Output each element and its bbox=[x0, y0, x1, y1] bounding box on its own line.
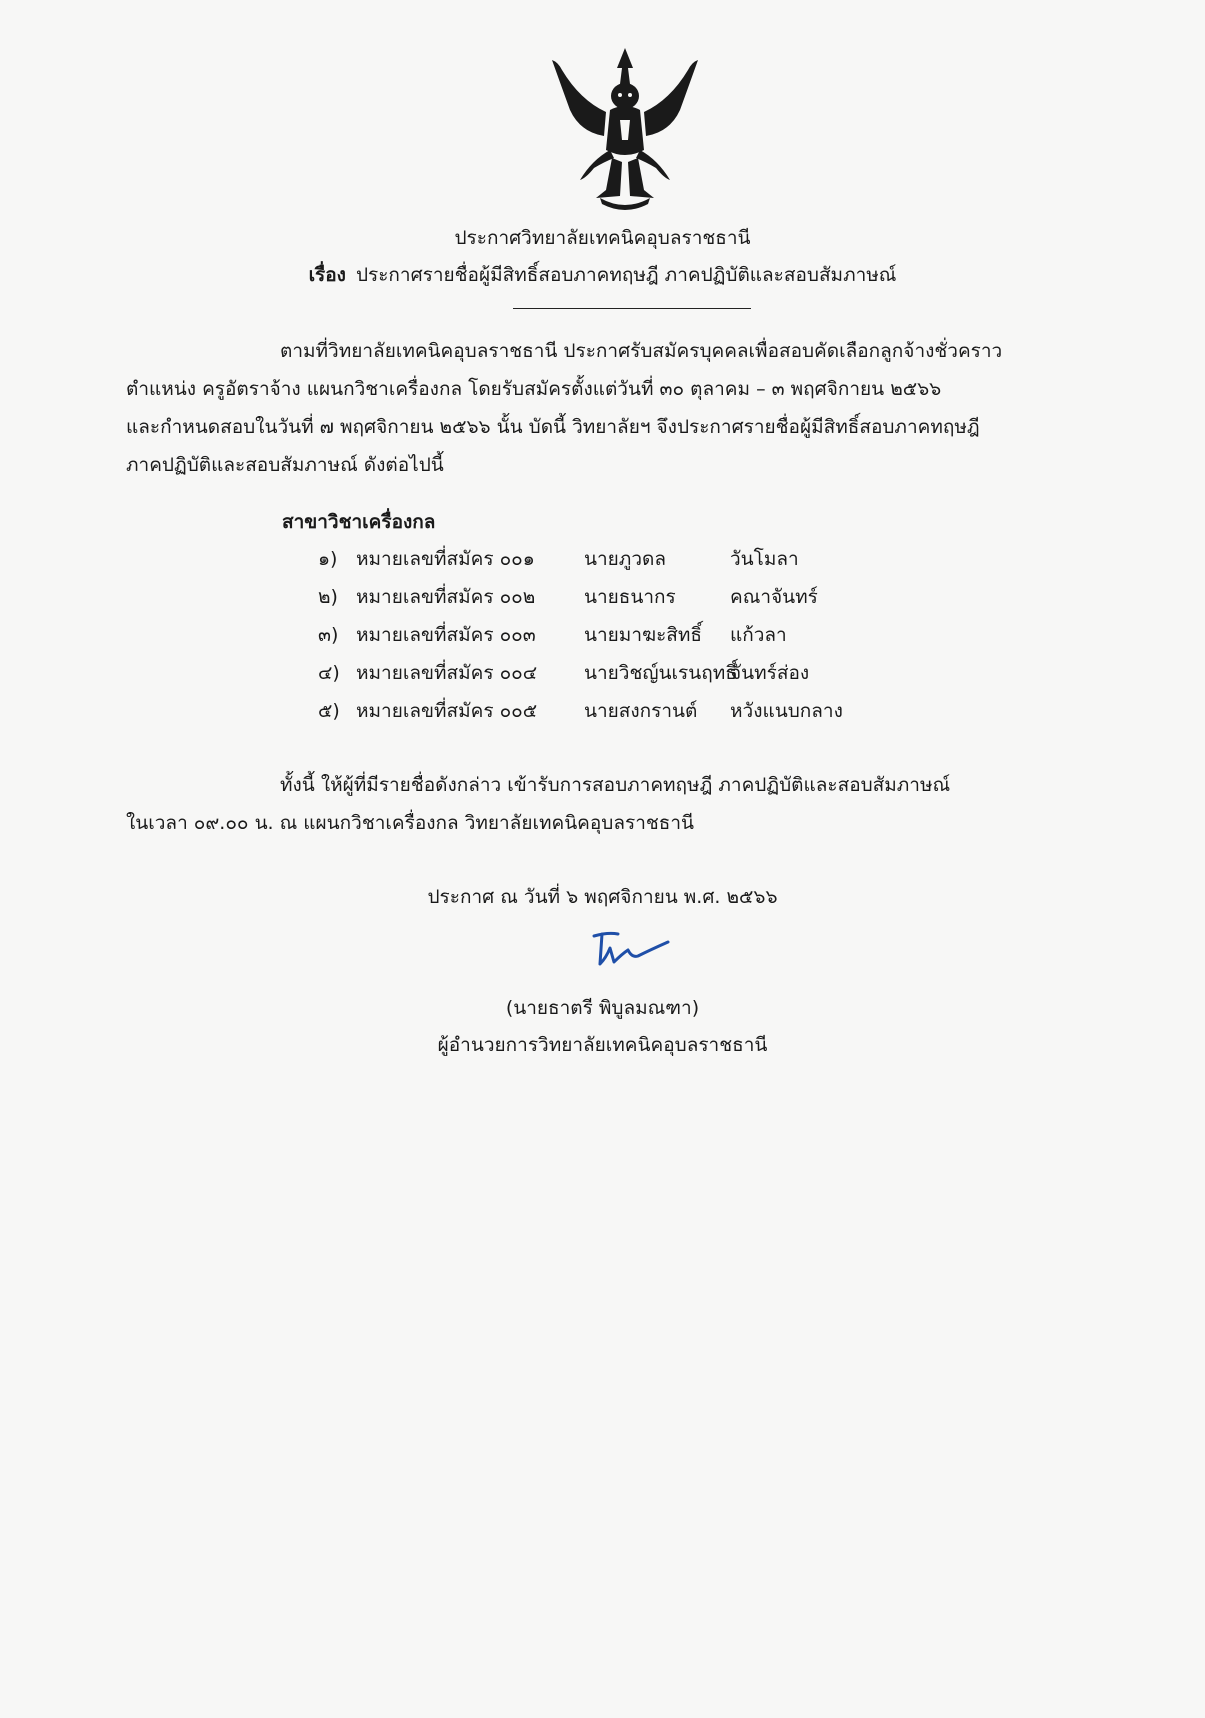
closing-paragraph-line: ทั้งนี้ ให้ผู้ที่มีรายชื่อดังกล่าว เข้ารับการสอบภาคทฤษฎี ภาคปฏิบัติและสอบสัมภาษณ์ bbox=[280, 774, 951, 796]
announcement-date: ประกาศ ณ วันที่ ๖ พฤศจิกายน พ.ศ. ๒๕๖๖ bbox=[427, 886, 778, 908]
signatory-name: (นายธาตรี พิบูลมณฑา) bbox=[505, 997, 700, 1019]
candidate-first-name: นายสงกรานต์ bbox=[584, 700, 698, 722]
candidate-number: ๓) bbox=[318, 624, 339, 646]
body-paragraph-line: ภาคปฏิบัติและสอบสัมภาษณ์ ดังต่อไปนี้ bbox=[126, 454, 444, 476]
candidate-number: ๕) bbox=[318, 700, 340, 722]
candidate-first-name: นายธนากร bbox=[584, 586, 676, 608]
subject-text: ประกาศรายชื่อผู้มีสิทธิ์สอบภาคทฤษฎี ภาคปฏิบัติและสอบสัมภาษณ์ bbox=[355, 264, 897, 286]
application-number: หมายเลขที่สมัคร ๐๐๓ bbox=[356, 624, 536, 646]
title-divider bbox=[513, 308, 751, 309]
garuda-emblem-icon bbox=[540, 40, 710, 215]
candidate-last-name: วันโมลา bbox=[730, 548, 799, 570]
candidate-number: ๒) bbox=[318, 586, 338, 608]
candidate-last-name: จันทร์ส่อง bbox=[730, 662, 810, 684]
handwritten-signature bbox=[588, 928, 672, 974]
candidate-last-name: แก้วลา bbox=[730, 624, 787, 646]
application-number: หมายเลขที่สมัคร ๐๐๑ bbox=[356, 548, 535, 570]
candidate-first-name: นายวิชญ์นเรนฤทธิ์ bbox=[584, 662, 737, 684]
section-title: สาขาวิชาเครื่องกล bbox=[282, 511, 436, 533]
closing-paragraph-line: ในเวลา ๐๙.๐๐ น. ณ แผนกวิชาเครื่องกล วิทยาลัยเทคนิคอุบลราชธานี bbox=[126, 812, 695, 834]
signatory-position: ผู้อำนวยการวิทยาลัยเทคนิคอุบลราชธานี bbox=[437, 1034, 768, 1056]
candidate-last-name: หวังแนบกลาง bbox=[730, 700, 843, 722]
candidate-last-name: คณาจันทร์ bbox=[730, 586, 818, 608]
subject-line bbox=[0, 260, 1205, 290]
body-paragraph-line: ตำแหน่ง ครูอัตราจ้าง แผนกวิชาเครื่องกล โดยรับสมัครตั้งแต่วันที่ ๓๐ ตุลาคม – ๓ พฤศจิกายน ๒๕๖๖ bbox=[126, 378, 942, 400]
candidate-number: ๔) bbox=[318, 662, 340, 684]
body-paragraph-line: ตามที่วิทยาลัยเทคนิคอุบลราชธานี ประกาศรับสมัครบุคคลเพื่อสอบคัดเลือกลูกจ้างชั่วคราว bbox=[280, 340, 1003, 362]
application-number: หมายเลขที่สมัคร ๐๐๕ bbox=[356, 700, 538, 722]
announcement-title: ประกาศวิทยาลัยเทคนิคอุบลราชธานี bbox=[454, 227, 751, 249]
subject-label: เรื่อง bbox=[308, 264, 346, 286]
body-paragraph-line: และกำหนดสอบในวันที่ ๗ พฤศจิกายน ๒๕๖๖ นั้น บัดนี้ วิทยาลัยฯ จึงประกาศรายชื่อผู้มีสิทธิ์สอบภาคทฤษฎี bbox=[126, 416, 980, 438]
candidate-first-name: นายมาฆะสิทธิ์ bbox=[584, 624, 703, 646]
candidate-number: ๑) bbox=[318, 548, 338, 570]
application-number: หมายเลขที่สมัคร ๐๐๒ bbox=[356, 586, 536, 608]
candidate-first-name: นายภูวดล bbox=[584, 548, 666, 570]
application-number: หมายเลขที่สมัคร ๐๐๔ bbox=[356, 662, 538, 684]
